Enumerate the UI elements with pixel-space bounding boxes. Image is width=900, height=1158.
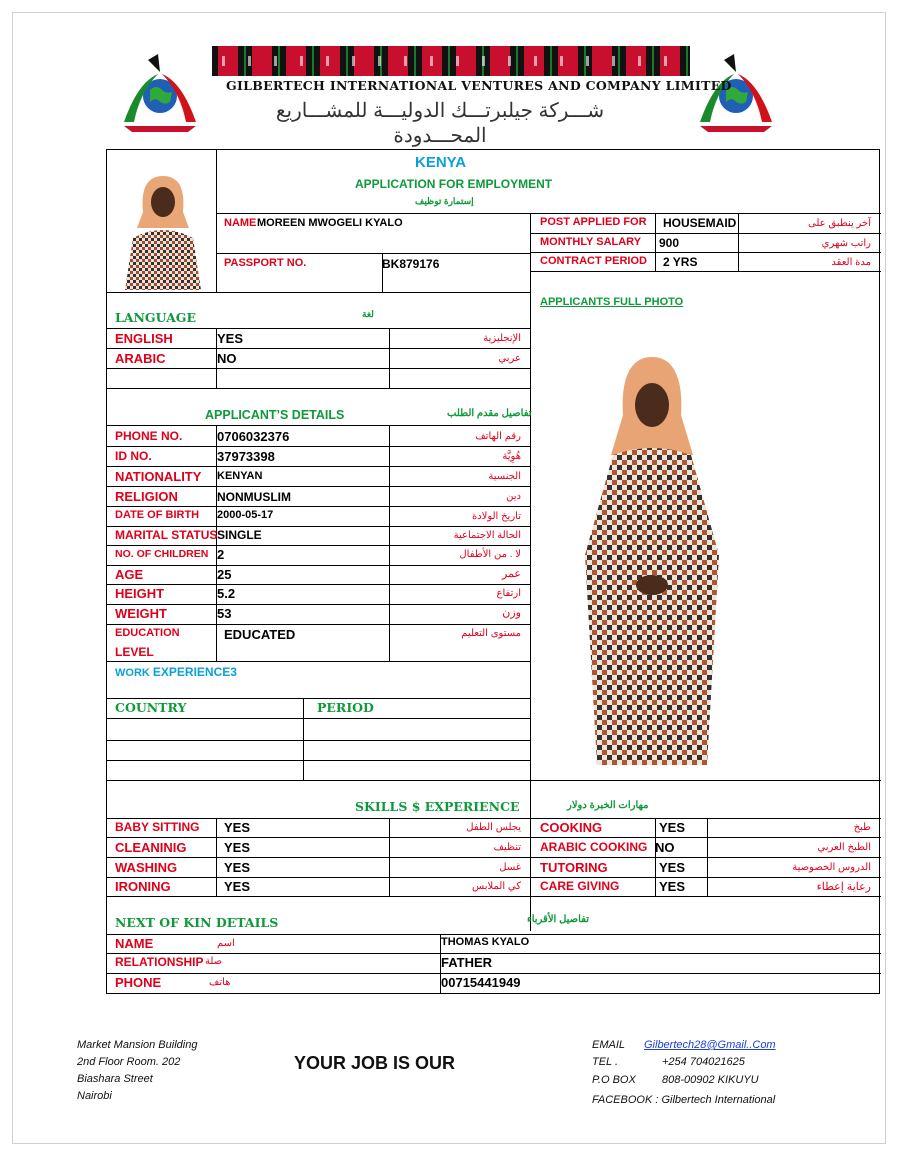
skill-label-ar: كي الملابس — [472, 881, 521, 892]
skill-label-ar: الدروس الخصوصية — [792, 862, 871, 873]
kin-label-ar: صلة — [205, 956, 223, 967]
form-title: APPLICATION FOR EMPLOYMENT — [355, 177, 553, 191]
skill-label-ar: رعاية إعطاء — [816, 881, 871, 893]
detail-label-ar: عمر — [502, 568, 521, 580]
detail-label: MARITAL STATUS — [115, 528, 218, 542]
pobox-value: 808-00902 KIKUYU — [662, 1074, 759, 1086]
work-heading — [115, 666, 237, 679]
education-label-ar: مستوى التعليم — [461, 628, 521, 639]
skill-label-ar: تنظيف — [493, 842, 521, 853]
english-label: ENGLISH — [115, 331, 173, 346]
salary-label: MONTHLY SALARY — [540, 236, 642, 248]
skill-label: CARE GIVING — [540, 879, 620, 893]
detail-value: 5.2 — [217, 586, 236, 601]
salary-value: 900 — [659, 236, 680, 250]
skills-heading-ar: مهارات الخبرة دولار — [567, 800, 649, 811]
applicant-photo-small — [115, 172, 211, 290]
form-title-ar: إستمارة توظيف — [415, 196, 474, 206]
detail-label-ar: رقم الهاتف — [475, 431, 521, 442]
detail-value: 53 — [217, 606, 232, 621]
kin-label: PHONE — [115, 975, 162, 990]
skill-value: YES — [224, 820, 251, 835]
detail-value: 25 — [217, 567, 232, 582]
contract-label-ar: مدة العقد — [831, 257, 871, 268]
skill-value: YES — [224, 860, 251, 875]
applicant-name: MOREEN MWOGELI KYALO — [257, 217, 403, 229]
post-label-ar: آخر ينطبق على — [807, 218, 871, 229]
language-heading: LANGUAGE — [115, 310, 197, 325]
skill-label: WASHING — [115, 860, 178, 875]
education-value: EDUCATED — [224, 627, 296, 642]
arabic-value: NO — [217, 351, 237, 366]
detail-value: 2000-05-17 — [217, 509, 274, 521]
address-line: 2nd Floor Room. 202 — [77, 1056, 181, 1068]
detail-label-ar: تاريخ الولادة — [471, 511, 521, 522]
detail-label: DATE OF BIRTH — [115, 509, 200, 521]
details-heading: APPLICANT’S DETAILS — [205, 408, 345, 422]
skill-value: YES — [659, 879, 686, 894]
detail-label-ar: الحالة الاجتماعية — [453, 530, 521, 541]
detail-value: KENYAN — [217, 470, 263, 482]
kin-value: FATHER — [441, 955, 493, 970]
address-line: Market Mansion Building — [77, 1039, 198, 1051]
skill-value: YES — [224, 840, 251, 855]
detail-label: ID NO. — [115, 449, 152, 463]
skill-label: CLEANINIG — [115, 840, 187, 855]
kin-heading-ar: تفاصيل الأقرباء — [527, 914, 590, 925]
slogan: YOUR JOB IS OUR — [294, 1053, 456, 1073]
email-link[interactable]: Gilbertech28@Gmail..Com — [644, 1039, 776, 1051]
skill-value: YES — [659, 820, 686, 835]
header-pattern-band — [212, 46, 690, 76]
full-photo-label: APPLICANTS FULL PHOTO — [540, 296, 684, 308]
detail-label-ar: الجنسية — [488, 471, 521, 482]
detail-label: HEIGHT — [115, 586, 165, 601]
kin-value: THOMAS KYALO — [441, 936, 530, 948]
detail-label-ar: ارتفاع — [496, 588, 521, 599]
details-heading-ar: تفاصيل مقدم الطلب — [447, 408, 532, 419]
application-form — [106, 149, 880, 994]
company-name-ar: شـــركة جيلبرتـــك الدوليـــة للمشـــاريع المحـــدودة — [275, 100, 605, 147]
skill-label-ar: يجلس الطفل — [466, 822, 521, 833]
kin-label-ar: هاتف — [209, 977, 231, 988]
skill-label: COOKING — [540, 820, 603, 835]
detail-label-ar: لا . من الأطفال — [459, 549, 521, 560]
facebook-line: FACEBOOK : Gilbertech International — [592, 1094, 776, 1106]
detail-value: NONMUSLIM — [217, 490, 291, 504]
contract-value: 2 YRS — [663, 255, 698, 269]
detail-label-ar: هُوِيَّة — [502, 451, 521, 462]
period-column-header: PERIOD — [317, 700, 374, 715]
language-heading-ar: لغة — [362, 309, 374, 319]
passport-number: BK879176 — [382, 257, 440, 271]
detail-label: WEIGHT — [115, 606, 167, 621]
work-heading-2: EXPERIENCE3 — [152, 665, 237, 679]
post-value: HOUSEMAID — [663, 216, 737, 230]
skill-label-ar: الطبخ العربي — [817, 842, 871, 853]
kin-label-ar: اسم — [217, 938, 235, 949]
skill-value: NO — [655, 840, 675, 855]
company-name-en: GILBERTECH INTERNATIONAL VENTURES AND COMPANY LIMITED — [226, 78, 732, 93]
skill-label: IRONING — [115, 879, 171, 894]
kin-heading: NEXT OF KIN DETAILS — [115, 915, 279, 930]
country-column-header: COUNTRY — [115, 700, 187, 715]
tel-value: +254 704021625 — [662, 1056, 745, 1068]
detail-label-ar: وزن — [502, 607, 521, 619]
skill-value: YES — [659, 860, 686, 875]
education-label-1: EDUCATION — [115, 627, 180, 639]
kin-label: RELATIONSHIP — [115, 955, 204, 969]
detail-label: PHONE NO. — [115, 429, 183, 443]
arabic-label: ARABIC — [115, 351, 166, 366]
company-logo-left — [118, 52, 202, 136]
kin-value: 00715441949 — [441, 975, 521, 990]
kin-label: NAME — [115, 936, 154, 951]
skill-value: YES — [224, 879, 251, 894]
company-logo-right — [694, 52, 778, 136]
detail-label: NATIONALITY — [115, 469, 202, 484]
skill-label: BABY SITTING — [115, 820, 200, 834]
work-heading-1: WORK — [115, 667, 153, 679]
english-value: YES — [217, 331, 244, 346]
detail-value: 37973398 — [217, 449, 275, 464]
detail-label: NO. OF CHILDREN — [115, 548, 209, 560]
skill-label-ar: غسل — [499, 862, 521, 873]
post-label: POST APPLIED FOR — [540, 216, 647, 228]
address-line: Biashara Street — [77, 1073, 153, 1085]
email-label: EMAIL — [592, 1039, 626, 1051]
pobox-label: P.O BOX — [592, 1074, 636, 1086]
skill-label: TUTORING — [540, 860, 608, 875]
detail-value: 2 — [217, 547, 225, 562]
applicant-photo-full — [577, 355, 727, 765]
passport-label: PASSPORT NO. — [224, 257, 307, 269]
detail-value: SINGLE — [217, 528, 262, 542]
detail-label-ar: دين — [506, 491, 521, 502]
education-label-2: LEVEL — [115, 645, 154, 659]
detail-value: 0706032376 — [217, 429, 290, 444]
name-label: NAME — [224, 217, 257, 229]
detail-label: RELIGION — [115, 489, 178, 504]
skill-label-ar: طبخ — [853, 822, 871, 833]
tel-label: TEL . — [592, 1056, 619, 1068]
skill-label: ARABIC COOKING — [540, 840, 648, 854]
detail-label: AGE — [115, 567, 144, 582]
salary-label-ar: راتب شهري — [821, 238, 871, 249]
arabic-label-ar: عربي — [498, 353, 521, 364]
address-line: Nairobi — [77, 1090, 112, 1102]
english-label-ar: الإنجليزية — [483, 333, 521, 344]
contract-label: CONTRACT PERIOD — [540, 255, 647, 267]
skills-heading: SKILLS $ EXPERIENCE — [355, 799, 520, 814]
country-title: KENYA — [415, 154, 467, 171]
